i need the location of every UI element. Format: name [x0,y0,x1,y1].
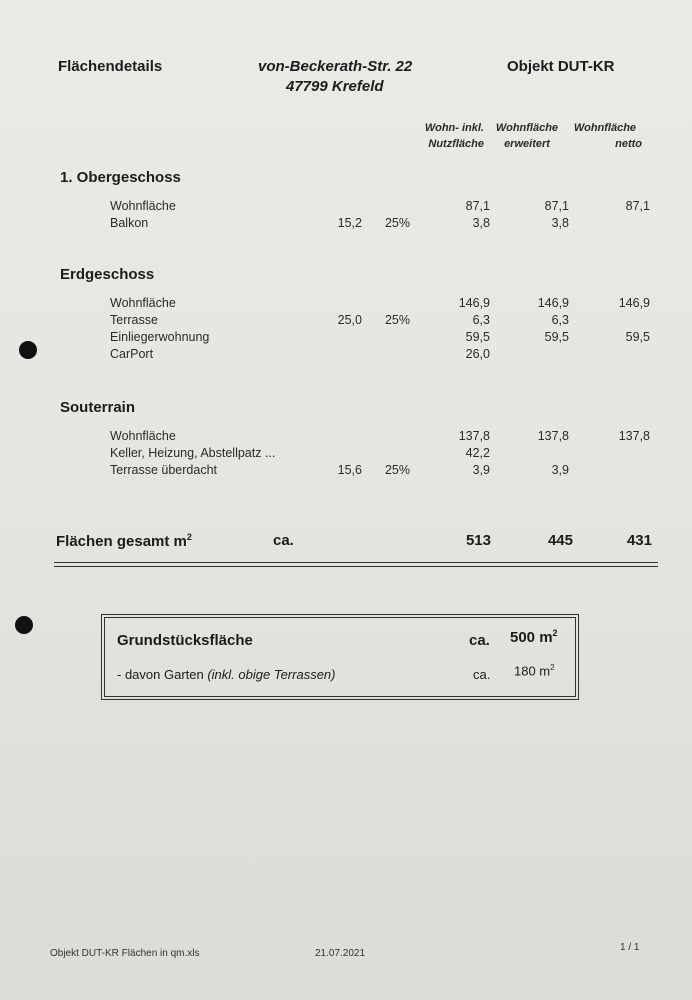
row-value-usable: 26,0 [465,347,490,361]
plot-area-label: Grundstücksfläche [117,632,253,649]
section-title: 1. Obergeschoss [60,169,181,186]
row-value-usable: 146,9 [458,296,490,310]
row-value-extended: 3,9 [551,463,569,477]
row-value-usable: 42,2 [465,446,490,460]
column-header-2 [490,120,564,152]
row-value-net: 137,8 [618,429,650,443]
address-city: 47799 Krefeld [286,78,384,95]
garden-label-text: - davon Garten [117,667,204,682]
punch-hole-bottom [15,616,33,634]
garden-label [117,667,335,682]
double-underline-bottom [54,566,658,567]
row-label: Wohnfläche [110,296,176,310]
plot-area-value-text: 500 m [510,629,553,646]
footer-filename: Objekt DUT-KR Flächen in qm.xls [50,948,200,959]
row-gross-area: 25,0 [337,313,362,327]
garden-value [514,663,554,678]
address-street: von-Beckerath-Str. 22 [258,58,413,75]
total-value-3: 431 [626,532,652,549]
plot-box [104,617,576,697]
row-label: Terrasse [110,313,158,327]
total-value-1: 513 [465,532,491,549]
footer-page: 1 / 1 [620,942,640,953]
row-label: CarPort [110,347,154,361]
row-label: Wohnfläche [110,199,176,213]
row-value-usable: 59,5 [465,330,490,344]
row-value-usable: 3,9 [472,463,490,477]
total-label [56,532,192,550]
footer-date: 21.07.2021 [315,948,366,959]
row-value-net: 146,9 [618,296,650,310]
row-label: Wohnfläche [110,429,176,443]
column-header-3-line1: Wohnfläche [573,122,637,134]
object-name: Objekt DUT-KR [507,58,615,75]
row-value-net: 87,1 [625,199,650,213]
row-value-usable: 3,8 [472,216,490,230]
row-percentage: 25% [384,216,410,230]
column-header-3-line2: netto [615,138,642,150]
row-label: Terrasse überdacht [110,463,218,477]
plot-area-superscript: 2 [552,628,558,638]
row-value-usable: 137,8 [458,429,490,443]
garden-approx: ca. [473,667,491,682]
column-header-1-line2: Nutzfläche [428,138,484,150]
total-unit-superscript: 2 [186,532,192,542]
section-title: Souterrain [60,399,136,416]
total-label-text: Flächen gesamt m [56,533,187,550]
row-gross-area: 15,6 [337,463,362,477]
total-value-2: 445 [547,532,573,549]
row-percentage: 25% [384,463,410,477]
row-value-net: 59,5 [625,330,650,344]
column-header-2-line2: erweitert [504,138,550,150]
row-value-usable: 6,3 [472,313,490,327]
plot-area-approx: ca. [469,632,490,649]
row-value-extended: 137,8 [537,429,569,443]
section-title: Erdgeschoss [60,266,155,283]
row-label: Keller, Heizung, Abstellpatz ... [110,446,276,460]
row-value-extended: 3,8 [551,216,569,230]
double-underline-top [54,562,658,563]
row-gross-area: 15,2 [337,216,362,230]
row-value-usable: 87,1 [465,199,490,213]
row-label: Einliegerwohnung [110,330,210,344]
row-percentage: 25% [384,313,410,327]
column-header-1 [404,120,484,152]
row-value-extended: 87,1 [544,199,569,213]
row-value-extended: 6,3 [551,313,569,327]
column-header-1-line1: Wohn- inkl. [424,122,484,134]
doc-title: Flächendetails [58,58,163,75]
punch-hole-top [19,341,37,359]
plot-area-value [510,628,558,646]
row-label: Balkon [110,216,149,230]
total-approx: ca. [273,532,294,549]
garden-note: (inkl. obige Terrassen) [207,667,336,682]
row-value-extended: 59,5 [544,330,569,344]
garden-superscript: 2 [550,663,555,672]
row-value-extended: 146,9 [537,296,569,310]
column-header-2-line1: Wohnfläche [495,122,559,134]
garden-value-text: 180 m [514,663,551,679]
column-header-3 [568,120,642,152]
